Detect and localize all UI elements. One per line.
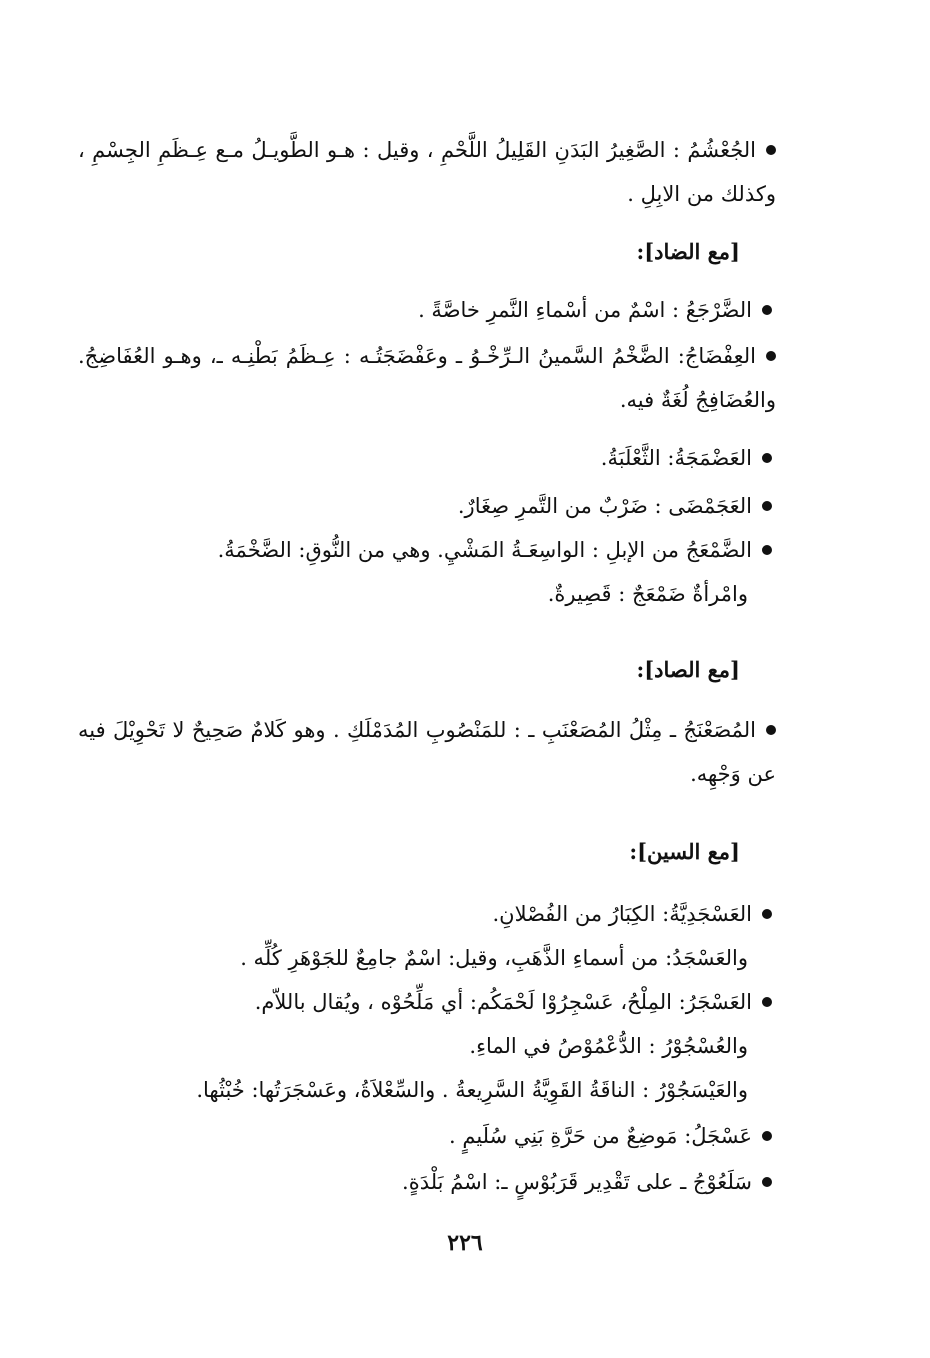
entry-usjur: والعُسْجُوْرُ : الدُّعْمُوْصُ في الماءِ.	[469, 1034, 748, 1058]
section-heading-sin: [مع السين]:	[629, 839, 740, 864]
entry-damaj-continuation: وامْرأةٌ ضَمْعَجٌ : قَصِيرةٌ.	[547, 582, 748, 606]
entry-admaja	[601, 436, 772, 480]
entry-asjad: والعَسْجَدُ: من أسماءِ الذَّهَبِ، وقيل: اسْمٌ جامِعٌ للجَوْهَرِ كُلِّه .	[240, 946, 748, 970]
bullet-icon	[762, 909, 772, 919]
entry-text: العَسْجَرُ: المِلْحُ، عَسْجِرُوْا لَحْمَكُم: أي مَلِّحُوْه ، ويُقال باللاّم.	[254, 990, 752, 1014]
entry-ifdaj	[78, 334, 776, 422]
entry-text: الضَّمْعَجُ من الإبلِ : الواسِعَـةُ المَشْيِ. وهي من النُّوقِ: الضَّخْمَةُ.	[217, 538, 752, 562]
entry-text: سَلَعُوْجُ ـ على تَقْدِير قَرَبُوْسٍ ـ: اسْمُ بَلْدَةٍ.	[402, 1170, 752, 1194]
entry-asjar	[255, 980, 772, 1024]
entry-text: المُصَعْنَجُ ـ مِثْلُ المُصَعْنَبِ ـ : للمَنْصُوبِ المُدَمْلَكِ . وهو كَلامٌ صَحِيحٌ لا تَحْوِيْلَ فيه عن وَجْهِه.	[78, 718, 776, 786]
entry-text: العِفْضَاجُ: الضَّخْمُ السَّمينُ الـرِّخْـوُ ـ وعَفْضَجَتُـه : عِـظَمُ بَطْنِـه ـ، وهـو العُفَاضِجُ. والعُضَافِجُ لُغَةٌ فيه.	[78, 344, 776, 412]
bullet-icon	[762, 1131, 772, 1141]
entry-damaj	[218, 528, 772, 572]
entry-text: العَسْجَدِيَّةُ: الكِبَارُ من الفُصْلانِ.	[492, 902, 752, 926]
bullet-icon	[766, 351, 776, 361]
bullet-icon	[766, 725, 776, 735]
bullet-icon	[762, 545, 772, 555]
section-heading-sad: [مع الصاد]:	[636, 657, 740, 682]
bullet-icon	[762, 305, 772, 315]
page-number: ٢٢٦	[447, 1230, 483, 1256]
entry-text: العَجَمْضَى : ضَرْبٌ من التَّمرِ صِغَارٌ.	[457, 494, 752, 518]
bullet-icon	[762, 453, 772, 463]
entry-asjadiyya	[492, 892, 772, 936]
entry-text: عَسْجَلُ: مَوضِعٌ من حَرَّةِ بَنِي سُلَيمٍ .	[449, 1124, 752, 1148]
entry-ajamda	[458, 484, 772, 528]
entry-text: العَضْمَجَةُ: الثَّعْلَبَةُ.	[600, 446, 752, 470]
entry-dirja	[418, 288, 772, 332]
entry-aysajur: والعَيْسَجُوْرُ : الناقَةُ القَوِيَّةُ السَّرِيعةُ . والسِّعْلاَةُ، وعَسْجَرَتُها: خُبْثُها.	[196, 1078, 748, 1102]
bullet-icon	[762, 1177, 772, 1187]
bullet-icon	[762, 997, 772, 1007]
section-heading-dad: [مع الضاد]:	[636, 239, 740, 264]
entry-salauj	[402, 1160, 772, 1204]
entry-musanaj	[78, 708, 776, 796]
bullet-icon	[762, 501, 772, 511]
entry-asjal	[449, 1114, 772, 1158]
entry-jushum	[78, 128, 776, 216]
entry-text: الجُعْشُمُ : الصَّغِيرُ البَدَنِ القَلِيلُ اللَّحْمِ ، وقيل : هـو الطَّويـلُ مـع عِـظَمِ الجِسْمِ ، وكذلك من الابِلِ .	[78, 138, 776, 206]
bullet-icon	[766, 145, 776, 155]
entry-text: الضَّرْجَعُ : اسْمٌ من أسْماءِ النَّمرِ خاصَّةً .	[418, 298, 752, 322]
